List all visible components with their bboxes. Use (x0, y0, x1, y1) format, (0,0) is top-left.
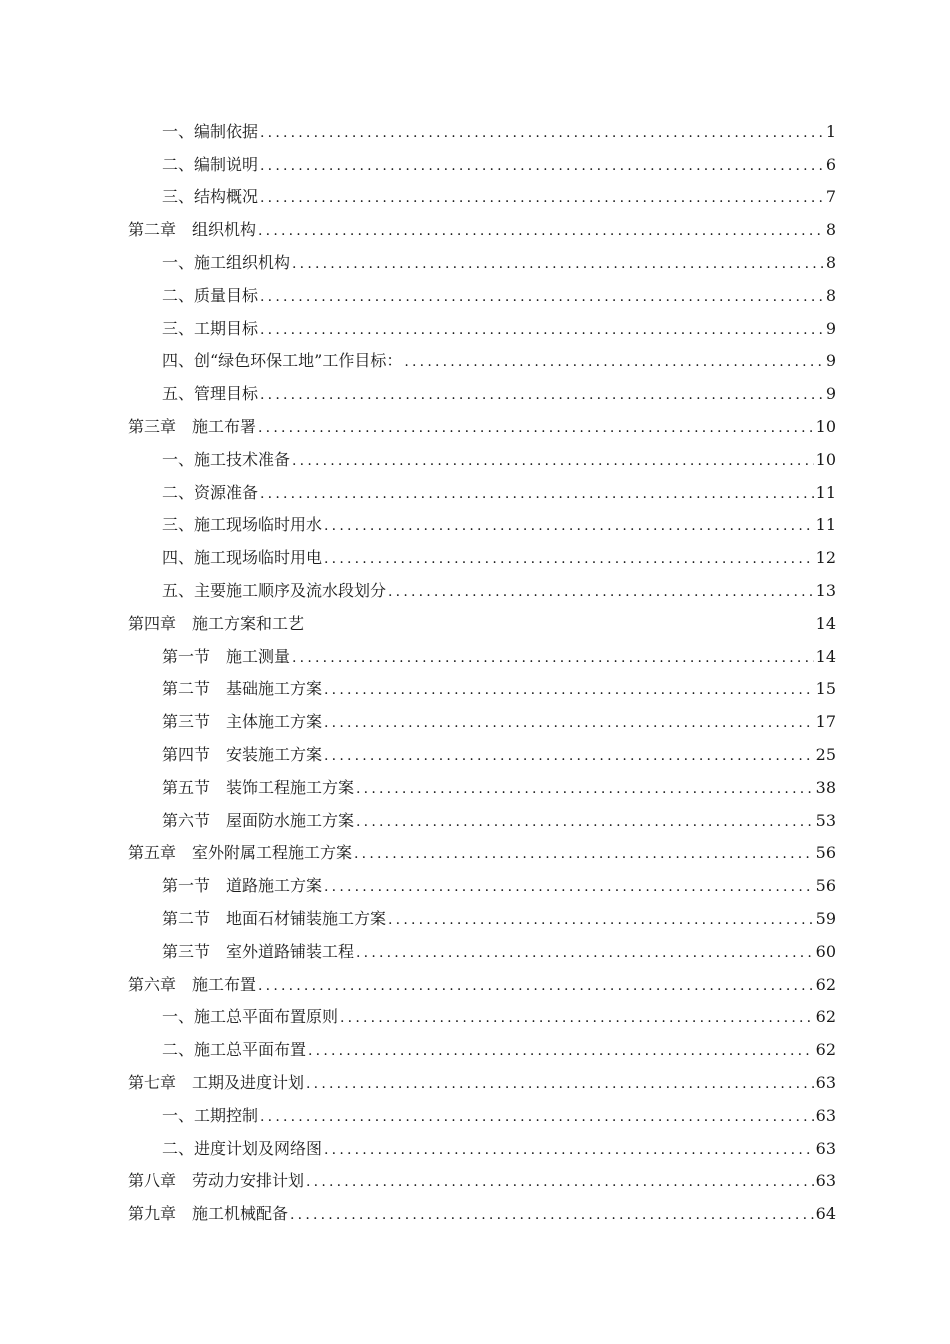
toc-entry-title: 第六节 屋面防水施工方案 (162, 810, 355, 830)
toc-page-number: 63 (815, 1072, 836, 1092)
toc-section-entry[interactable] (128, 470, 836, 503)
toc-page-number: 6 (825, 154, 836, 174)
toc-entry-title: 一、施工总平面布置原则 (162, 1007, 339, 1027)
toc-page-number: 1 (825, 121, 836, 141)
toc-section-entry[interactable] (128, 863, 836, 896)
toc-dot-leader (260, 321, 824, 339)
toc-entry-title: 二、编制说明 (162, 154, 259, 174)
toc-entry-title: 一、施工技术准备 (162, 449, 291, 469)
toc-dot-leader (260, 1108, 814, 1126)
toc-entry-title: 第三节 室外道路铺装工程 (162, 941, 355, 961)
toc-page-number: 17 (815, 712, 836, 732)
toc-dot-leader (404, 353, 823, 371)
toc-dot-leader (258, 419, 814, 437)
toc-page-number: 64 (815, 1204, 836, 1224)
toc-entry-title: 二、质量目标 (162, 285, 259, 305)
toc-section-entry[interactable] (128, 437, 836, 470)
toc-dot-leader (306, 1173, 814, 1191)
toc-section-entry[interactable] (128, 175, 836, 208)
toc-section-entry[interactable] (128, 1027, 836, 1060)
toc-section-entry[interactable] (128, 109, 836, 142)
toc-page-number: 14 (815, 646, 836, 666)
table-of-contents (128, 109, 836, 1224)
toc-section-entry[interactable] (128, 1126, 836, 1159)
toc-chapter-entry[interactable] (128, 207, 836, 240)
toc-page-number: 9 (825, 384, 836, 404)
toc-entry-title: 第六章 施工布置 (128, 974, 257, 994)
toc-dot-leader (324, 517, 814, 535)
toc-page-number: 59 (815, 908, 836, 928)
toc-page-number: 63 (815, 1138, 836, 1158)
toc-page-number: 11 (815, 482, 836, 502)
toc-entry-title: 第一节 施工测量 (162, 646, 291, 666)
toc-entry-title: 第八章 劳动力安排计划 (128, 1171, 305, 1191)
toc-entry-title: 第五节 装饰工程施工方案 (162, 777, 355, 797)
toc-dot-leader (258, 222, 824, 240)
toc-page-number: 63 (815, 1105, 836, 1125)
toc-dot-leader (260, 157, 824, 175)
toc-section-entry[interactable] (128, 339, 836, 372)
toc-chapter-entry[interactable] (128, 404, 836, 437)
toc-dot-leader (324, 681, 814, 699)
toc-dot-leader (290, 1206, 814, 1224)
toc-entry-title: 四、创“绿色环保工地”工作目标： (162, 351, 403, 371)
toc-page-number: 8 (825, 285, 836, 305)
toc-dot-leader (258, 977, 814, 995)
toc-page-number: 8 (825, 220, 836, 240)
toc-dot-leader (292, 452, 814, 470)
toc-dot-leader (324, 1141, 814, 1159)
toc-entry-title: 二、进度计划及网络图 (162, 1138, 323, 1158)
toc-page-number: 60 (815, 941, 836, 961)
toc-chapter-entry[interactable] (128, 1159, 836, 1192)
toc-entry-title: 第七章 工期及进度计划 (128, 1072, 305, 1092)
toc-chapter-entry[interactable] (128, 831, 836, 864)
toc-entry-title: 三、施工现场临时用水 (162, 515, 323, 535)
toc-entry-title: 第二节 地面石材铺装施工方案 (162, 908, 387, 928)
toc-dot-leader (340, 1009, 814, 1027)
toc-page-number: 62 (815, 1040, 836, 1060)
toc-page-number: 13 (815, 580, 836, 600)
toc-dot-leader (388, 911, 814, 929)
toc-page-number: 56 (815, 843, 836, 863)
toc-page-number: 9 (825, 351, 836, 371)
toc-section-entry[interactable] (128, 896, 836, 929)
toc-entry-title: 三、结构概况 (162, 187, 259, 207)
toc-page-number: 15 (815, 679, 836, 699)
toc-section-entry[interactable] (128, 929, 836, 962)
toc-chapter-entry[interactable] (128, 601, 836, 634)
toc-page-number: 11 (815, 515, 836, 535)
toc-section-entry[interactable] (128, 798, 836, 831)
toc-page-number: 12 (815, 548, 836, 568)
toc-entry-title: 二、施工总平面布置 (162, 1040, 307, 1060)
toc-entry-title: 四、施工现场临时用电 (162, 548, 323, 568)
toc-dot-leader (260, 485, 814, 503)
toc-page-number: 10 (815, 416, 836, 436)
toc-entry-title: 第五章 室外附属工程施工方案 (128, 843, 353, 863)
toc-chapter-entry[interactable] (128, 962, 836, 995)
toc-page-number: 25 (815, 744, 836, 764)
toc-page-number: 62 (815, 1007, 836, 1027)
toc-entry-title: 第二节 基础施工方案 (162, 679, 323, 699)
toc-dot-leader (324, 714, 814, 732)
toc-dot-leader (308, 1042, 814, 1060)
toc-dot-leader (324, 747, 814, 765)
toc-section-entry[interactable] (128, 371, 836, 404)
toc-page-number: 53 (815, 810, 836, 830)
toc-entry-title: 第一节 道路施工方案 (162, 876, 323, 896)
toc-dot-leader (324, 550, 814, 568)
toc-entry-title: 第四章 施工方案和工艺 (128, 613, 305, 633)
toc-page-number: 7 (825, 187, 836, 207)
toc-dot-leader (260, 124, 824, 142)
toc-entry-title: 一、工期控制 (162, 1105, 259, 1125)
toc-dot-leader (324, 878, 814, 896)
toc-dot-leader (356, 813, 814, 831)
toc-section-entry[interactable] (128, 667, 836, 700)
toc-dot-leader (388, 583, 814, 601)
toc-dot-leader (354, 845, 814, 863)
toc-section-entry[interactable] (128, 765, 836, 798)
toc-section-entry[interactable] (128, 732, 836, 765)
toc-page-number: 8 (825, 252, 836, 272)
toc-entry-title: 一、施工组织机构 (162, 252, 291, 272)
toc-dot-leader (260, 386, 824, 404)
toc-page-number: 9 (825, 318, 836, 338)
toc-section-entry[interactable] (128, 535, 836, 568)
toc-dot-leader (260, 288, 824, 306)
toc-section-entry[interactable] (128, 240, 836, 273)
toc-dot-leader (306, 1075, 814, 1093)
toc-entry-title: 第三章 施工布署 (128, 416, 257, 436)
toc-page-number: 10 (815, 449, 836, 469)
toc-page-number: 56 (815, 876, 836, 896)
toc-entry-title: 第四节 安装施工方案 (162, 744, 323, 764)
toc-entry-title: 第三节 主体施工方案 (162, 712, 323, 732)
toc-entry-title: 三、工期目标 (162, 318, 259, 338)
toc-entry-title: 第二章 组织机构 (128, 220, 257, 240)
toc-dot-leader (356, 944, 814, 962)
toc-entry-title: 第九章 施工机械配备 (128, 1204, 289, 1224)
toc-section-entry[interactable] (128, 1093, 836, 1126)
toc-dot-leader (292, 255, 824, 273)
toc-chapter-entry[interactable] (128, 1191, 836, 1224)
toc-dot-leader (260, 189, 824, 207)
toc-page-number: 63 (815, 1171, 836, 1191)
toc-entry-title: 五、管理目标 (162, 384, 259, 404)
toc-entry-title: 五、主要施工顺序及流水段划分 (162, 580, 387, 600)
toc-page-number: 38 (815, 777, 836, 797)
toc-entry-title: 一、编制依据 (162, 121, 259, 141)
toc-entry-title: 二、资源准备 (162, 482, 259, 502)
toc-section-entry[interactable] (128, 306, 836, 339)
toc-section-entry[interactable] (128, 273, 836, 306)
toc-section-entry[interactable] (128, 568, 836, 601)
toc-chapter-entry[interactable] (128, 1060, 836, 1093)
toc-page-number: 62 (815, 974, 836, 994)
toc-section-entry[interactable] (128, 503, 836, 536)
toc-dot-leader (356, 780, 814, 798)
toc-section-entry[interactable] (128, 995, 836, 1028)
toc-section-entry[interactable] (128, 699, 836, 732)
toc-dot-leader (292, 649, 814, 667)
toc-page-number: 14 (815, 613, 836, 633)
toc-section-entry[interactable] (128, 634, 836, 667)
toc-section-entry[interactable] (128, 142, 836, 175)
